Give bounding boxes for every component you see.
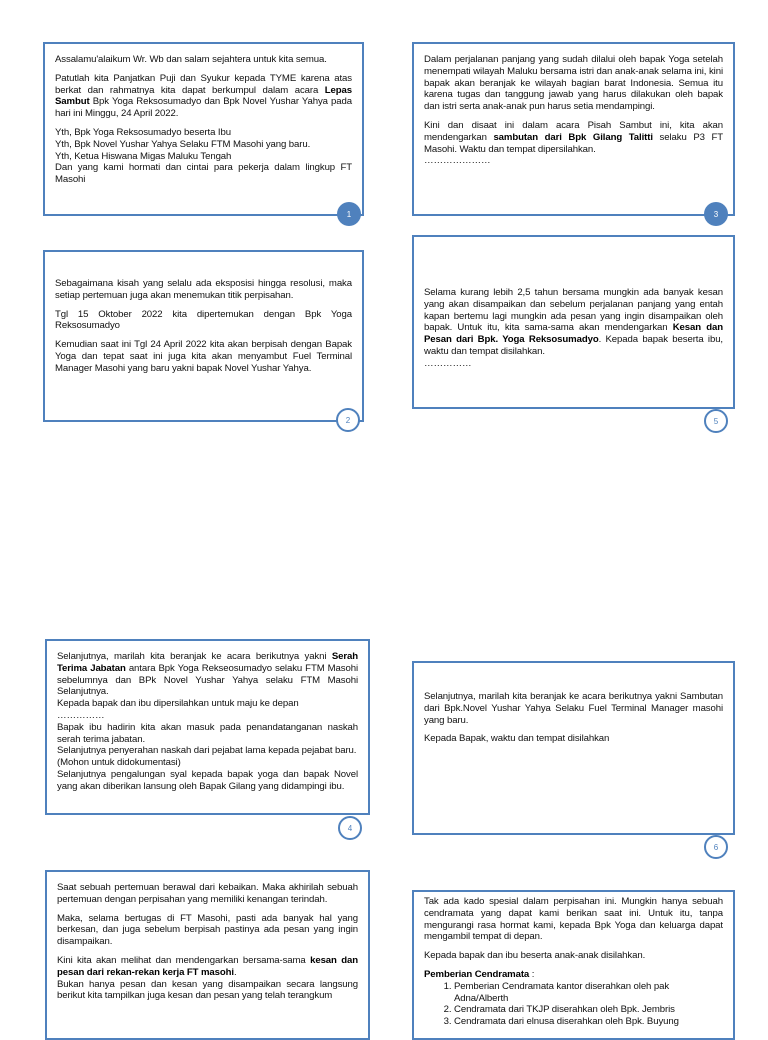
card-paragraph: Dalam perjalanan panjang yang sudah dilalui oleh bapak Yoga setelah menempati wilayah Maluku bersama istri dan anak-anak selama ini, kini bapak akan beranjak ke wilayah bagian barat Indonesia. Semua itu karena tugas dan tanggung jawab yang harus dilakukan oleh bapak dan istri serta anak-anak pun harus setia mendampingi. bbox=[424, 54, 723, 113]
text-span: Bpk Yoga Reksosumadyo dan Bpk Novel Yushar Yahya pada hari ini Minggu, 24 April 2022. bbox=[55, 96, 352, 120]
page-number-badge: 1 bbox=[337, 202, 361, 226]
script-card-4 bbox=[45, 639, 370, 815]
bold-text: sambutan dari Bpk Gilang Talitti bbox=[493, 131, 653, 143]
text-span: Selanjutnya, marilah kita beranjak ke acara berikutnya yakni bbox=[57, 651, 332, 662]
script-card-5 bbox=[412, 235, 735, 409]
text-span: Kini dan disaat ini dalam acara Pisah Sambut ini, kita akan mendengarkan bbox=[424, 119, 723, 143]
card-line: (Mohon untuk didokumentasi) bbox=[57, 757, 181, 769]
list-item: 2. Cendramata dari TKJP diserahkan oleh Bpk. Jembris bbox=[454, 1004, 723, 1016]
text-span: Selama kurang lebih 2,5 tahun bersama mungkin ada banyak kesan yang akan disampaikan dan sebelum perjalanan panjang yang entah kapan bertemu lagi mungkin ada pesan yang ingin disampaikan oleh bapak. Untuk itu, kita sama-sama akan mendengarkan bbox=[424, 287, 723, 334]
script-card-1 bbox=[43, 42, 364, 216]
bold-text: kesan dan pesan dari rekan-rekan kerja FT masohi bbox=[57, 954, 358, 978]
text-span: selaku P3 FT Masohi. Waktu dan tempat dipersilahkan. bbox=[424, 131, 723, 155]
list-item: 1. Pemberian Cendramata kantor diserahkan oleh pak Adna/Alberth bbox=[454, 981, 723, 1005]
text-span: . bbox=[233, 966, 237, 978]
card-paragraph: Tgl 15 Oktober 2022 kita dipertemukan dengan Bpk Yoga Reksosumadyo bbox=[55, 308, 352, 332]
text-span: antara Bpk Yoga Rekseosumadyo selaku FTM Masohi sebelumnya dan BPk Novel Yushar Yahya selaku FTM Masohi Selanjutnya. bbox=[57, 662, 358, 698]
card-line: Kepada bapak dan ibu dipersilahkan untuk maju ke depan bbox=[57, 698, 299, 710]
script-card-2 bbox=[43, 250, 364, 422]
ellipsis-line: …………… bbox=[424, 357, 472, 369]
card-line: Selanjutnya penyerahan naskah dari pejabat lama kepada pejabat baru. bbox=[57, 745, 357, 757]
card-paragraph bbox=[424, 120, 723, 155]
bold-text: Serah Terima Jabatan bbox=[57, 651, 358, 674]
card-paragraph bbox=[57, 651, 358, 698]
bold-text: Kesan dan Pesan dari Bpk. Yoga Reksosumadyo bbox=[424, 322, 723, 346]
card-paragraph: Saat sebuah pertemuan berawal dari kebaikan. Maka akhirilah sebuah pertemuan dengan perpisahan yang memiliki kenangan terindah. bbox=[57, 882, 358, 905]
greeting-line: Yth, Bpk Novel Yushar Yahya Selaku FTM Masohi yang baru. bbox=[55, 138, 311, 150]
card-paragraph: Sebagaimana kisah yang selalu ada eksposisi hingga resolusi, maka setiap pertemuan juga akan menemukan titik perpisahan. bbox=[55, 278, 352, 301]
card-line: Selanjutnya pengalungan syal kepada bapak yoga dan bapak Novel yang akan diberikan lansung oleh Bapak Gilang yang didampingi ibu. bbox=[57, 768, 358, 792]
script-card-6 bbox=[412, 661, 735, 835]
script-card-3 bbox=[412, 42, 735, 216]
card-paragraph: Selanjutnya, marilah kita beranjak ke acara berikutnya yakni Sambutan dari Bpk.Novel Yushar Yahya Selaku Fuel Terminal Manager masohi yang baru. bbox=[424, 691, 723, 726]
card-paragraph: Bukan hanya pesan dan kesan yang disampaikan secara langsung berikut kita tampilkan juga kesan dan pesan yang telah terangkum bbox=[57, 978, 358, 1002]
script-card-7 bbox=[45, 870, 370, 1040]
list-item: 3. Cendramata dari elnusa diserahkan oleh Bpk. Buyung bbox=[454, 1016, 723, 1028]
ellipsis-line: …………… bbox=[57, 709, 105, 721]
greeting-line: Yth, Bpk Yoga Reksosumadyo beserta Ibu bbox=[55, 126, 231, 138]
card-paragraph: Kepada bapak dan ibu beserta anak-anak disilahkan. bbox=[424, 950, 646, 962]
page-number-badge: 6 bbox=[704, 835, 728, 859]
list-title bbox=[424, 969, 723, 981]
card-paragraph: Maka, selama bertugas di FT Masohi, pasti ada banyak hal yang berkesan, dan juga sebelum berpisah pastinya ada pesan yang ingin disampaikan. bbox=[57, 912, 358, 948]
card-line: Bapak ibu hadirin kita akan masuk pada penandatanganan naskah serah terima jabatan. bbox=[57, 721, 358, 745]
text-span: : bbox=[529, 968, 535, 980]
script-card-8 bbox=[412, 890, 735, 1040]
bold-text: Lepas Sambut bbox=[55, 84, 352, 108]
greeting-line: Dan yang kami hormati dan cintai para pekerja dalam lingkup FT Masohi bbox=[55, 162, 352, 186]
text-span: Kini kita akan melihat dan mendengarkan bersama-sama bbox=[57, 954, 311, 966]
card-paragraph: Kepada Bapak, waktu dan tempat disilahkan bbox=[424, 733, 610, 745]
card-paragraph bbox=[55, 73, 352, 120]
page-number-badge: 2 bbox=[336, 408, 360, 432]
text-span: . Kepada bapak beserta ibu, waktu dan tempat disilahkan. bbox=[424, 334, 723, 357]
card-paragraph bbox=[57, 955, 358, 979]
page-number-badge: 5 bbox=[704, 409, 728, 433]
card-paragraph: Tak ada kado spesial dalam perpisahan ini. Mungkin hanya sebuah cendramata yang dapat kami berikan saat ini. Untuk itu, tanpa mengurangi rasa hormat kami, kepada Bpk Yoga dan keluarga dapat mengambil tempat di depan. bbox=[424, 896, 723, 943]
page-number-badge: 3 bbox=[704, 202, 728, 226]
bold-text: Pemberian Cendramata bbox=[424, 968, 530, 980]
card-paragraph: Kemudian saat ini Tgl 24 April 2022 kita akan berpisah dengan Bapak Yoga dan tepat saat ini juga kita akan menyambut Fuel Terminal Manager Masohi yang baru yakni bapak Novel Yushar Yahya. bbox=[55, 339, 352, 374]
text-span: Patutlah kita Panjatkan Puji dan Syukur kepada TYME karena atas berkat dan rahmatnya kita dapat berkumpul dalam acara bbox=[55, 72, 352, 96]
ellipsis-line: ………………… bbox=[424, 155, 491, 167]
page-number-badge: 4 bbox=[338, 816, 362, 840]
card-paragraph: Assalamu'alaikum Wr. Wb dan salam sejahtera untuk kita semua. bbox=[55, 54, 327, 65]
souvenir-list bbox=[424, 981, 723, 1028]
greeting-line: Yth, Ketua Hiswana Migas Maluku Tengah bbox=[55, 150, 232, 162]
card-paragraph bbox=[424, 287, 723, 358]
